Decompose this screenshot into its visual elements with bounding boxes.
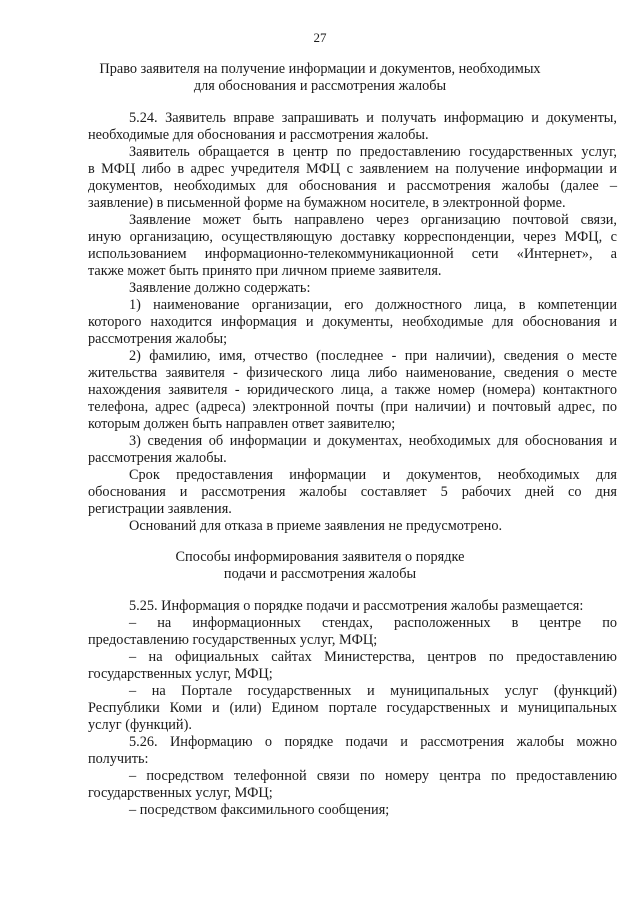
paragraph-line: государственных услуг, МФЦ; [88, 785, 273, 801]
paragraph-line: которого находится информация и документы, необходимые для обоснования и [88, 314, 617, 330]
paragraph-line: – посредством факсимильного сообщения; [129, 802, 390, 818]
section-heading-line: Право заявителя на получение информации и документов, необходимых [99, 61, 541, 77]
paragraph-line: необходимые для обоснования и рассмотрения жалобы. [88, 127, 429, 143]
paragraph-line: предоставлению государственных услуг, МФЦ; [88, 632, 378, 648]
paragraph-line: жительства заявителя - физического лица либо наименование, сведения о месте [88, 365, 617, 381]
paragraph-line: которым должен быть направлен ответ заявителю; [88, 416, 396, 432]
paragraph-line: – на официальных сайтах Министерства, центров по предоставлению [129, 649, 617, 665]
paragraph-line: получить: [88, 751, 149, 767]
paragraph-line: 5.24. Заявитель вправе запрашивать и получать информацию и документы, [129, 110, 617, 126]
paragraph-line: – на информационных стендах, расположенных в центре по [129, 615, 617, 631]
paragraph-line: обоснования и рассмотрения жалобы составляет 5 рабочих дней со дня [88, 484, 617, 500]
paragraph-line: – посредством телефонной связи по номеру центра по предоставлению [129, 768, 617, 784]
paragraph-line: рассмотрения жалобы; [88, 331, 228, 347]
paragraph-line: Оснований для отказа в приеме заявления не предусмотрено. [129, 518, 503, 534]
section-heading-line: Способы информирования заявителя о порядке [175, 549, 465, 565]
paragraph-line: 3) сведения об информации и документах, необходимых для обоснования и [129, 433, 617, 449]
section-heading-line: подачи и рассмотрения жалобы [223, 566, 417, 582]
paragraph-line: заявление) в письменной форме на бумажном носителе, в электронной форме. [88, 195, 566, 211]
paragraph-line: нахождения заявителя - юридического лица, а также номер (номера) контактного [88, 382, 617, 398]
page-number: 27 [313, 30, 327, 45]
paragraph-line: в МФЦ либо в адрес учредителя МФЦ с заявлением на получение информации и [88, 161, 617, 177]
paragraph-line: иную организацию, осуществляющую доставку корреспонденции, через МФЦ, с [88, 229, 617, 245]
paragraph-line: 2) фамилию, имя, отчество (последнее - при наличии), сведения о месте [129, 348, 617, 364]
paragraph-line: регистрации заявления. [88, 501, 232, 517]
paragraph-line: Заявитель обращается в центр по предоставлению государственных услуг, [129, 144, 617, 160]
paragraph-line: 5.25. Информация о порядке подачи и рассмотрения жалобы размещается: [129, 598, 584, 614]
paragraph-line: 1) наименование организации, его должностного лица, в компетенции [129, 297, 617, 313]
paragraph-line: Заявление может быть направлено через организацию почтовой связи, [129, 212, 617, 228]
paragraph-line: использованием информационно-телекоммуникационной сети «Интернет», а [88, 246, 617, 262]
paragraph-line: – на Портале государственных и муниципальных услуг (функций) [129, 683, 617, 699]
section-heading-line: для обоснования и рассмотрения жалобы [193, 78, 447, 94]
paragraph-line: услуг (функций). [88, 717, 192, 733]
paragraph-line: Республики Коми и (или) Едином портале государственных и муниципальных [88, 700, 617, 716]
paragraph-line: государственных услуг, МФЦ; [88, 666, 273, 682]
paragraph-line: Заявление должно содержать: [129, 280, 311, 296]
paragraph-line: 5.26. Информацию о порядке подачи и рассмотрения жалобы можно [129, 734, 617, 750]
paragraph-line: также может быть принято при личном приеме заявителя. [88, 263, 442, 279]
paragraph-line: Срок предоставления информации и документов, необходимых для [129, 467, 617, 483]
paragraph-line: рассмотрения жалобы. [88, 450, 227, 466]
paragraph-line: телефона, адрес (адреса) электронной почты (при наличии) и почтовый адрес, по [88, 399, 617, 415]
paragraph-line: документов, необходимых для обоснования и рассмотрения жалобы (далее – [88, 178, 617, 194]
